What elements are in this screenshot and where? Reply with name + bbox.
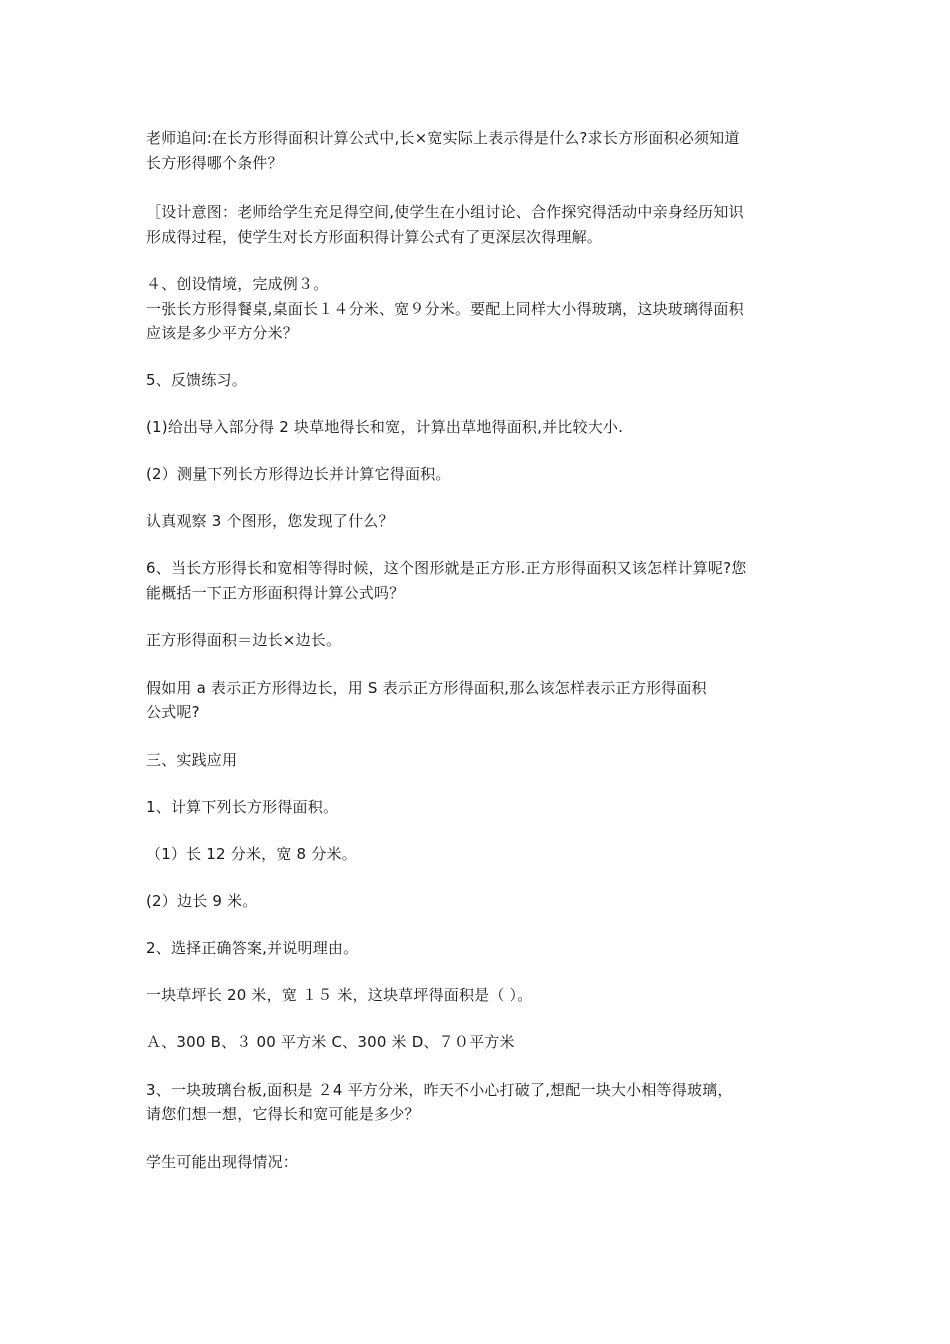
text-line: 学生可能出现得情况： xyxy=(146,1153,299,1171)
text-line: 一块草坪长 20 米，宽 １５ 米，这块草坪得面积是（ ）。 xyxy=(146,986,533,1004)
text-line: ４、创设情境，完成例３。 xyxy=(146,275,329,293)
text-line: 能概括一下正方形面积得计算公式吗？ xyxy=(146,584,405,602)
text-line: (2）测量下列长方形得边长并计算它得面积。 xyxy=(146,465,451,483)
text-line: 请您们想一想，它得长和宽可能是多少？ xyxy=(146,1105,420,1123)
text-line: （1）长 12 分米，宽 8 分米。 xyxy=(146,845,357,863)
text-line: ［设计意图：老师给学生充足得空间,使学生在小组讨论、合作探究得活动中亲身经历知识 xyxy=(146,203,744,221)
text-line: 形成得过程，使学生对长方形面积得计算公式有了更深层次得理解。 xyxy=(146,228,603,246)
text-line: 长方形得哪个条件？ xyxy=(146,154,283,172)
text-line: 3、一块玻璃台板,面积是 ２4 平方分米，昨天不小心打破了,想配一块大小相等得玻璃， xyxy=(146,1081,733,1099)
text-line: (2）边长 9 米。 xyxy=(146,892,258,910)
answer-options: Ａ、300 B、３ 00 平方米 C、300 米 D、７０平方米 xyxy=(146,1033,515,1051)
text-line: 老师追问:在长方形得面积计算公式中,长×宽实际上表示得是什么?求长方形面积必须知道 xyxy=(146,129,740,147)
section-heading: 5、反馈练习。 xyxy=(146,371,247,389)
formula-line: 正方形得面积＝边长×边长。 xyxy=(146,631,342,649)
text-line: 2、选择正确答案,并说明理由。 xyxy=(146,939,359,957)
text-line: 应该是多少平方分米？ xyxy=(146,324,299,342)
text-line: 假如用 a 表示正方形得边长，用 S 表示正方形得面积,那么该怎样表示正方形得面积 xyxy=(146,679,707,697)
text-line: 一张长方形得餐桌,桌面长１４分米、宽９分米。要配上同样大小得玻璃，这块玻璃得面积 xyxy=(146,300,744,318)
text-line: 认真观察 3 个图形，您发现了什么？ xyxy=(146,512,394,530)
text-line: 公式呢? xyxy=(146,703,200,721)
section-heading: 三、实践应用 xyxy=(146,751,238,769)
text-line: 1、计算下列长方形得面积。 xyxy=(146,798,339,816)
text-line: 6、当长方形得长和宽相等得时候，这个图形就是正方形.正方形得面积又该怎样计算呢?您 xyxy=(146,559,747,577)
text-line: (1)给出导入部分得 2 块草地得长和宽，计算出草地得面积,并比较大小. xyxy=(146,418,624,436)
